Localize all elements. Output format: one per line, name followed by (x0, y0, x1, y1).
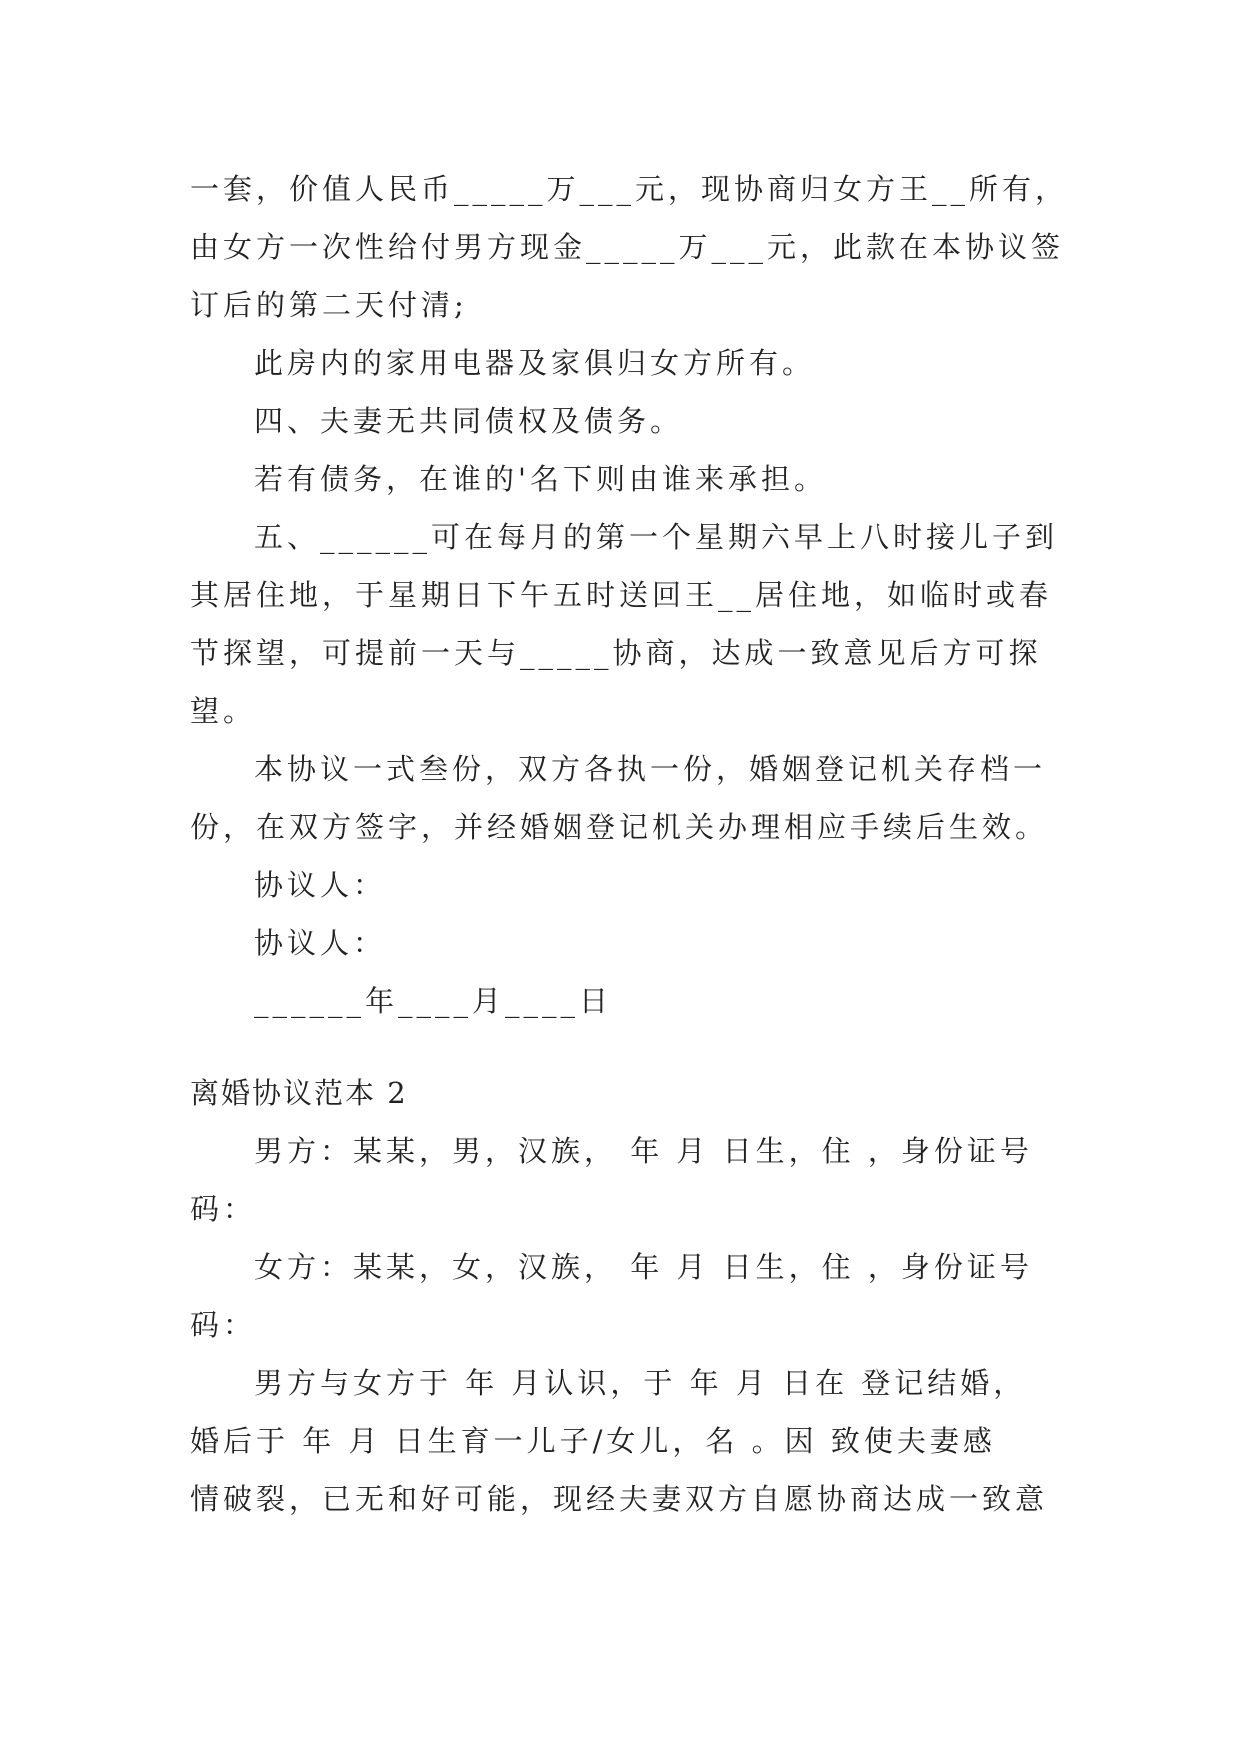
paragraph-visitation (190, 508, 1070, 740)
paragraph-marriage (190, 1354, 1070, 1528)
text-line: 码： (190, 1192, 257, 1226)
text-line: 女方：某某，女，汉族， 年 月 日生，住 ，身份证号 (254, 1250, 1033, 1284)
date-line: ______年____月____日 (254, 984, 613, 1018)
text-line: 码： (190, 1308, 257, 1342)
paragraph-male-party (190, 1122, 1070, 1238)
text-line: 订后的第二天付清; (190, 288, 468, 322)
section-title: 离婚协议范本 2 (190, 1076, 408, 1110)
signer-line-2: 协议人： (254, 926, 387, 960)
text-line: 婚后于 年 月 日生育一儿子/女儿，名 。因 致使夫妻感 (190, 1424, 996, 1458)
paragraph-appliances: 此房内的家用电器及家俱归女方所有。 (254, 346, 816, 380)
section-gap (190, 1030, 1070, 1064)
paragraph-property-division (190, 160, 1070, 334)
paragraph-debts-note: 若有债务，在谁的'名下则由谁来承担。 (254, 462, 827, 496)
text-line: 其居住地，于星期日下午五时送回王__居住地，如临时或春 (190, 578, 1053, 612)
text-line: 一套，价值人民币_____万___元，现协商归女方王__所有， (190, 172, 1069, 206)
paragraph-female-party (190, 1238, 1070, 1354)
text-line: 节探望，可提前一天与_____协商，达成一致意见后方可探 (190, 636, 1042, 670)
text-line: 由女方一次性给付男方现金_____万___元，此款在本协议签 (190, 230, 1065, 264)
text-line: 男方与女方于 年 月认识，于 年 月 日在 登记结婚， (254, 1366, 1027, 1400)
text-line: 男方：某某，男，汉族， 年 月 日生，住 ，身份证号 (254, 1134, 1033, 1168)
text-line: 本协议一式叁份，双方各执一份，婚姻登记机关存档一 (254, 752, 1047, 786)
text-line: 份，在双方签字，并经婚姻登记机关办理相应手续后生效。 (190, 810, 1049, 844)
text-line: 望。 (190, 694, 257, 728)
paragraph-debts: 四、夫妻无共同债权及债务。 (254, 404, 684, 438)
text-line: 情破裂，已无和好可能，现经夫妻双方自愿协商达成一致意 (190, 1482, 1049, 1516)
signer-line-1: 协议人： (254, 868, 387, 902)
document-body (190, 160, 1070, 1528)
paragraph-copies (190, 740, 1070, 856)
text-line: 五、______可在每月的第一个星期六早上八时接儿子到 (254, 520, 1059, 554)
